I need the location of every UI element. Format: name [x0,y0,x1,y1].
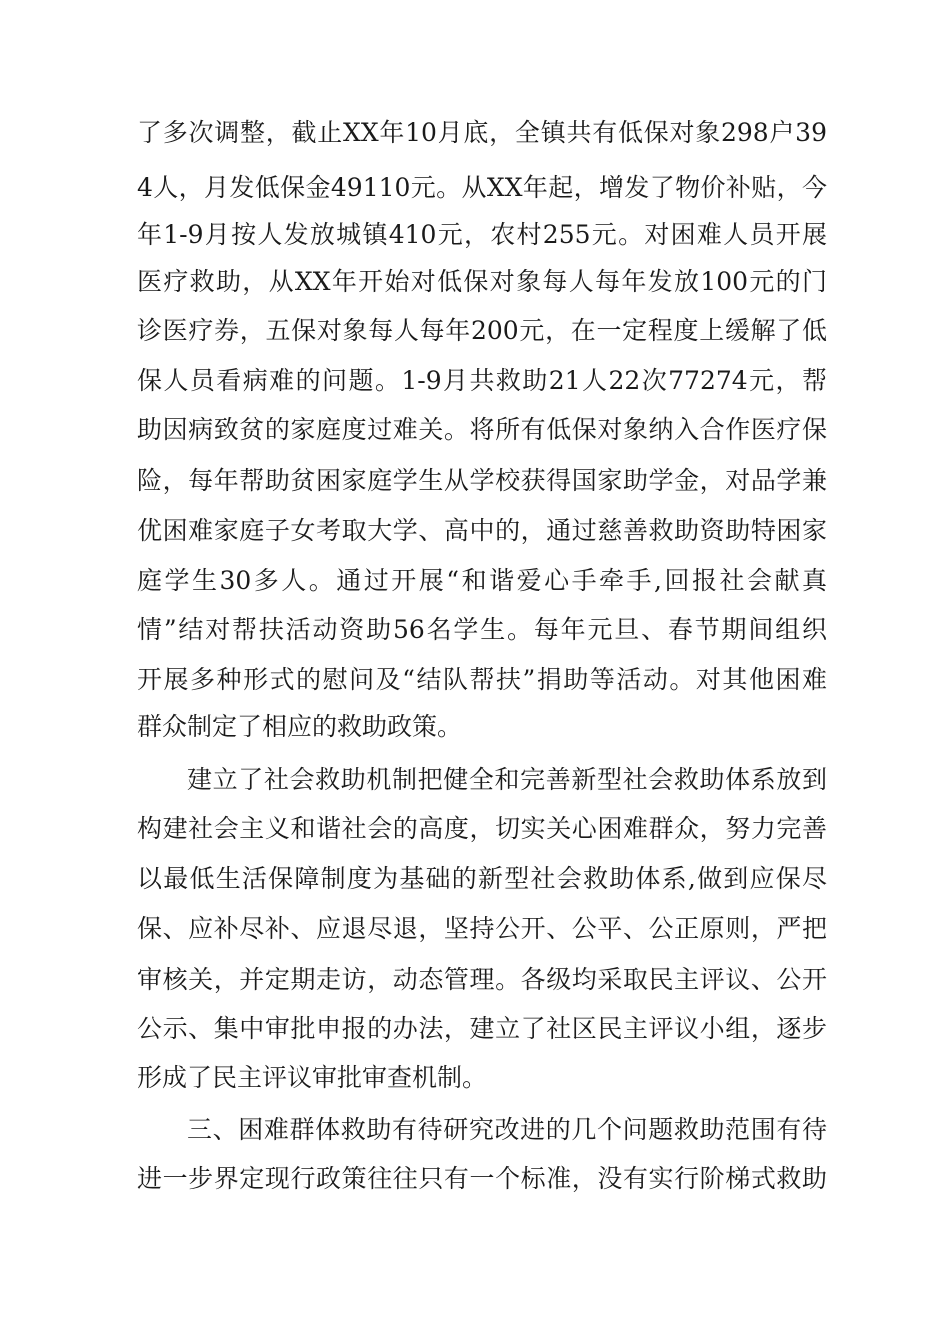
paragraph-line: 助因病致贫的家庭度过难关。将所有低保对象纳入合作医疗保 [137,415,827,444]
paragraph-line: 险，每年帮助贫困家庭学生从学校获得国家助学金，对品学兼 [137,466,827,495]
paragraph-line: 公示、集中审批申报的办法，建立了社区民主评议小组，逐步 [137,1014,827,1043]
paragraph-line: 情”结对帮扶活动资助56名学生。每年元旦、春节期间组织 [137,615,827,644]
paragraph-line: 了多次调整，截止XX年10月底，全镇共有低保对象298户39 [137,118,827,147]
paragraph-line: 开展多种形式的慰问及“结队帮扶”捐助等活动。对其他困难 [137,665,827,694]
paragraph-line: 以最低生活保障制度为基础的新型社会救助体系,做到应保尽 [137,864,827,893]
paragraph-line: 保人员看病难的问题。1-9月共救助21人22次77274元，帮 [137,366,827,395]
paragraph-line: 4人，月发低保金49110元。从XX年起，增发了物价补贴，今 [137,173,827,202]
paragraph-line: 审核关，并定期走访，动态管理。各级均采取民主评议、公开 [137,965,827,994]
paragraph-line: 形成了民主评议审批审查机制。 [137,1063,488,1092]
paragraph-line: 构建社会主义和谐社会的高度，切实关心困难群众，努力完善 [137,814,827,843]
paragraph-line: 进一步界定现行政策往往只有一个标准，没有实行阶梯式救助 [137,1164,827,1193]
paragraph-line: 医疗救助，从XX年开始对低保对象每人每年发放100元的门 [137,267,827,296]
paragraph-line: 保、应补尽补、应退尽退，坚持公开、公平、公正原则，严把 [137,914,827,943]
paragraph-line: 建立了社会救助机制把健全和完善新型社会救助体系放到 [187,765,827,794]
paragraph-line: 三、困难群体救助有待研究改进的几个问题救助范围有待 [187,1115,827,1144]
paragraph-line: 庭学生30多人。通过开展“和谐爱心手牵手,回报社会献真 [137,566,827,595]
paragraph-line: 优困难家庭子女考取大学、高中的，通过慈善救助资助特困家 [137,516,827,545]
paragraph-line: 年1-9月按人发放城镇410元，农村255元。对困难人员开展 [137,220,827,249]
paragraph-line: 群众制定了相应的救助政策。 [137,712,463,741]
paragraph-line: 诊医疗券，五保对象每人每年200元，在一定程度上缓解了低 [137,316,827,345]
